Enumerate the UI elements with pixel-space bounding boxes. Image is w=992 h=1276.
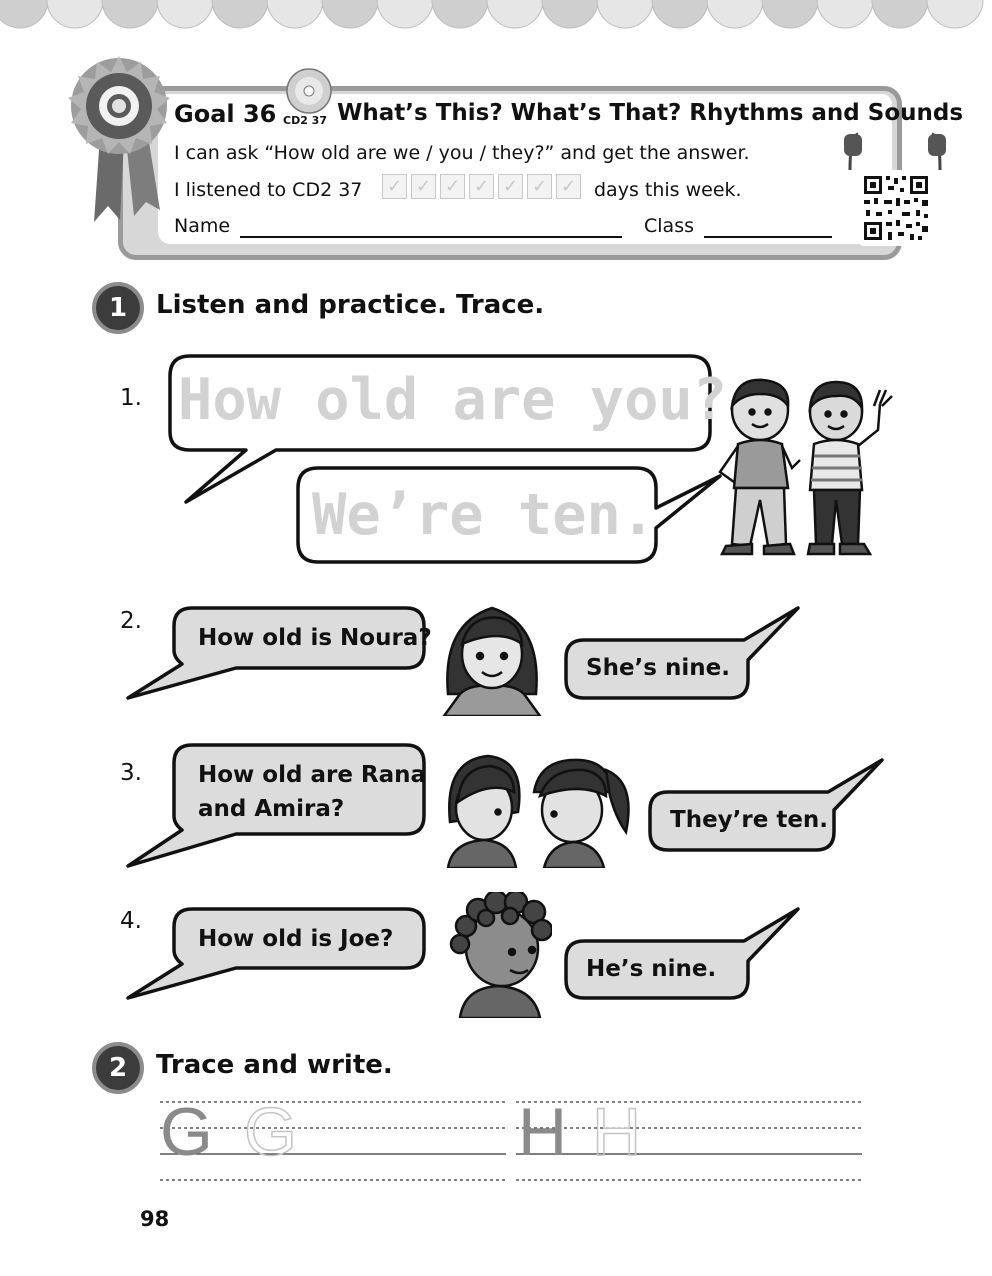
trace-question-text: How old are you? (178, 367, 728, 433)
item-number: 3. (120, 760, 142, 786)
section-1-badge: 1 (92, 282, 144, 334)
answer-text: He’s nine. (586, 956, 717, 982)
trace-answer-text: We’re ten. (312, 482, 656, 548)
can-do-statement: I can ask “How old are we / you / they?” and get the answer. (174, 142, 750, 164)
day-checkbox[interactable]: ✓ (469, 174, 494, 199)
item-number: 2. (120, 608, 142, 634)
item-number: 1. (120, 385, 142, 411)
trace-letter-dotted[interactable]: G (244, 1094, 297, 1170)
trace-letter-dotted[interactable]: H (592, 1094, 642, 1170)
cd-track-label: CD2 37 (283, 114, 327, 127)
question-text: How old is Joe? (198, 926, 394, 952)
day-checkbox[interactable]: ✓ (440, 174, 465, 199)
question-text-line-2: and Amira? (198, 796, 345, 822)
trace-letter-model: H (518, 1094, 568, 1170)
listened-suffix: days this week. (594, 179, 742, 201)
section-2-title: Trace and write. (156, 1050, 393, 1080)
class-label: Class (644, 215, 694, 237)
day-checkbox[interactable]: ✓ (411, 174, 436, 199)
day-checkbox[interactable]: ✓ (527, 174, 552, 199)
trace-letter-model: G (160, 1094, 213, 1170)
day-checkbox[interactable]: ✓ (556, 174, 581, 199)
page-number: 98 (140, 1207, 170, 1231)
day-checkbox[interactable]: ✓ (382, 174, 407, 199)
section-2-badge: 2 (92, 1042, 144, 1094)
listened-prefix: I listened to CD2 37 (174, 179, 363, 201)
question-text-line-1: How old are Rana (198, 762, 427, 788)
question-text: How old is Noura? (198, 625, 432, 651)
item-number: 4. (120, 908, 142, 934)
answer-text: They’re ten. (670, 807, 829, 833)
name-label: Name (174, 215, 231, 237)
goal-heading: What’s This? What’s That? Rhythms and Sounds (337, 100, 964, 126)
day-checkbox[interactable]: ✓ (498, 174, 523, 199)
answer-text: She’s nine. (586, 655, 730, 681)
goal-number: Goal 36 (174, 100, 277, 128)
section-1-title: Listen and practice. Trace. (156, 290, 545, 320)
